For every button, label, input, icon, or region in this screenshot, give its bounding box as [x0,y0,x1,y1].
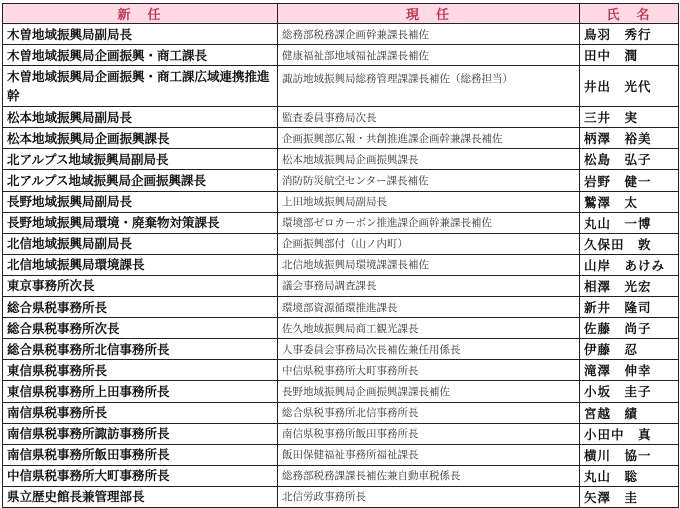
name-cell: 小田中 真 [580,423,679,444]
name-cell: 矢澤 圭 [580,486,679,507]
name-cell: 久保田 敦 [580,233,679,254]
table-row [3,233,679,254]
new-post-cell: 総合県税事務所次長 [3,318,278,339]
table-row [3,275,679,296]
name-cell: 柄澤 裕美 [580,128,679,149]
current-post-cell: 諏訪地域振興局総務管理課課長補佐（総務担当） [278,66,580,107]
table-row [3,24,679,45]
name-cell: 鷲澤 太 [580,191,679,212]
new-post-cell: 北信地域振興局副局長 [3,233,278,254]
current-post-cell: 健康福祉部地域福祉課課長補佐 [278,45,580,66]
name-cell: 井出 光代 [580,66,679,107]
new-post-cell: 松本地域振興局企画振興課長 [3,128,278,149]
new-post-cell: 総合県税事務所北信事務所長 [3,339,278,360]
current-post-cell: 上田地域振興局副局長 [278,191,580,212]
table-body [3,24,679,508]
name-cell: 三井 実 [580,107,679,128]
new-post-cell: 南信県税事務所諏訪事務所長 [3,423,278,444]
current-post-cell: 北信労政事務所長 [278,486,580,507]
current-post-cell: 松本地域振興局企画振興課長 [278,149,580,170]
table-row [3,128,679,149]
header-row [3,4,679,24]
new-post-cell: 中信県税事務所大町事務所長 [3,465,278,486]
table-row [3,170,679,191]
new-post-cell: 南信県税事務所飯田事務所長 [3,444,278,465]
new-post-cell: 松本地域振興局副局長 [3,107,278,128]
current-post-cell: 総務部税務課企画幹兼課長補佐 [278,24,580,45]
current-post-cell: 消防防災航空センター課長補佐 [278,170,580,191]
name-cell: 宮越 績 [580,402,679,423]
table-row [3,402,679,423]
table-row [3,254,679,275]
current-post-cell: 人事委員会事務局次長補佐兼任用係長 [278,339,580,360]
header-current-post: 現 任 [278,4,580,24]
current-post-cell: 南信県税事務所飯田事務所長 [278,423,580,444]
table-header [3,4,679,24]
table-row [3,45,679,66]
personnel-table [2,3,679,508]
current-post-cell: 中信県税事務所大町事務所長 [278,360,580,381]
table-row [3,66,679,107]
new-post-cell: 木曽地域振興局副局長 [3,24,278,45]
name-cell: 岩野 健一 [580,170,679,191]
name-cell: 新井 隆司 [580,297,679,318]
table-row [3,191,679,212]
current-post-cell: 監査委員事務局次長 [278,107,580,128]
table-row [3,107,679,128]
current-post-cell: 飯田保健福祉事務所福祉課長 [278,444,580,465]
current-post-cell: 環境部資源循環推進課長 [278,297,580,318]
current-post-cell: 企画振興部広報・共創推進課企画幹兼課長補佐 [278,128,580,149]
new-post-cell: 木曽地域振興局企画振興・商工課長 [3,45,278,66]
new-post-cell: 東京事務所次長 [3,275,278,296]
current-post-cell: 環境部ゼロカーボン推進課企画幹兼課長補佐 [278,212,580,233]
name-cell: 横川 協一 [580,444,679,465]
name-cell: 伊藤 忍 [580,339,679,360]
new-post-cell: 北アルプス地域振興局企画振興課長 [3,170,278,191]
name-cell: 田中 潤 [580,45,679,66]
new-post-cell: 北信地域振興局環境課長 [3,254,278,275]
current-post-cell: 議会事務局調査課長 [278,275,580,296]
new-post-cell: 総合県税事務所長 [3,297,278,318]
table-row [3,444,679,465]
name-cell: 滝澤 伸幸 [580,360,679,381]
current-post-cell: 長野地域振興局企画振興課課長補佐 [278,381,580,402]
table-row [3,339,679,360]
header-new-post: 新 任 [3,4,278,24]
current-post-cell: 佐久地域振興局商工観光課長 [278,318,580,339]
current-post-cell: 北信地域振興局環境課課長補佐 [278,254,580,275]
name-cell: 相澤 光宏 [580,275,679,296]
name-cell: 佐藤 尚子 [580,318,679,339]
current-post-cell: 企画振興部付（山ノ内町） [278,233,580,254]
current-post-cell: 総合県税事務所北信事務所長 [278,402,580,423]
name-cell: 鳥羽 秀行 [580,24,679,45]
name-cell: 山岸 あけみ [580,254,679,275]
table-row [3,381,679,402]
name-cell: 松島 弘子 [580,149,679,170]
current-post-cell: 総務部税務課課長補佐兼自動車税係長 [278,465,580,486]
new-post-cell: 県立歴史館長兼管理部長 [3,486,278,507]
new-post-cell: 南信県税事務所長 [3,402,278,423]
name-cell: 丸山 聡 [580,465,679,486]
table-row [3,297,679,318]
name-cell: 丸山 一博 [580,212,679,233]
header-name: 氏 名 [580,4,679,24]
new-post-cell: 北アルプス地域振興局副局長 [3,149,278,170]
table-row [3,486,679,507]
new-post-cell: 長野地域振興局環境・廃棄物対策課長 [3,212,278,233]
table-row [3,149,679,170]
table-row [3,465,679,486]
new-post-cell: 東信県税事務所上田事務所長 [3,381,278,402]
new-post-cell: 木曽地域振興局企画振興・商工課広域連携推進幹 [3,66,278,107]
table-row [3,423,679,444]
table-row [3,318,679,339]
table-row [3,360,679,381]
name-cell: 小坂 圭子 [580,381,679,402]
new-post-cell: 東信県税事務所長 [3,360,278,381]
new-post-cell: 長野地域振興局副局長 [3,191,278,212]
table-row [3,212,679,233]
